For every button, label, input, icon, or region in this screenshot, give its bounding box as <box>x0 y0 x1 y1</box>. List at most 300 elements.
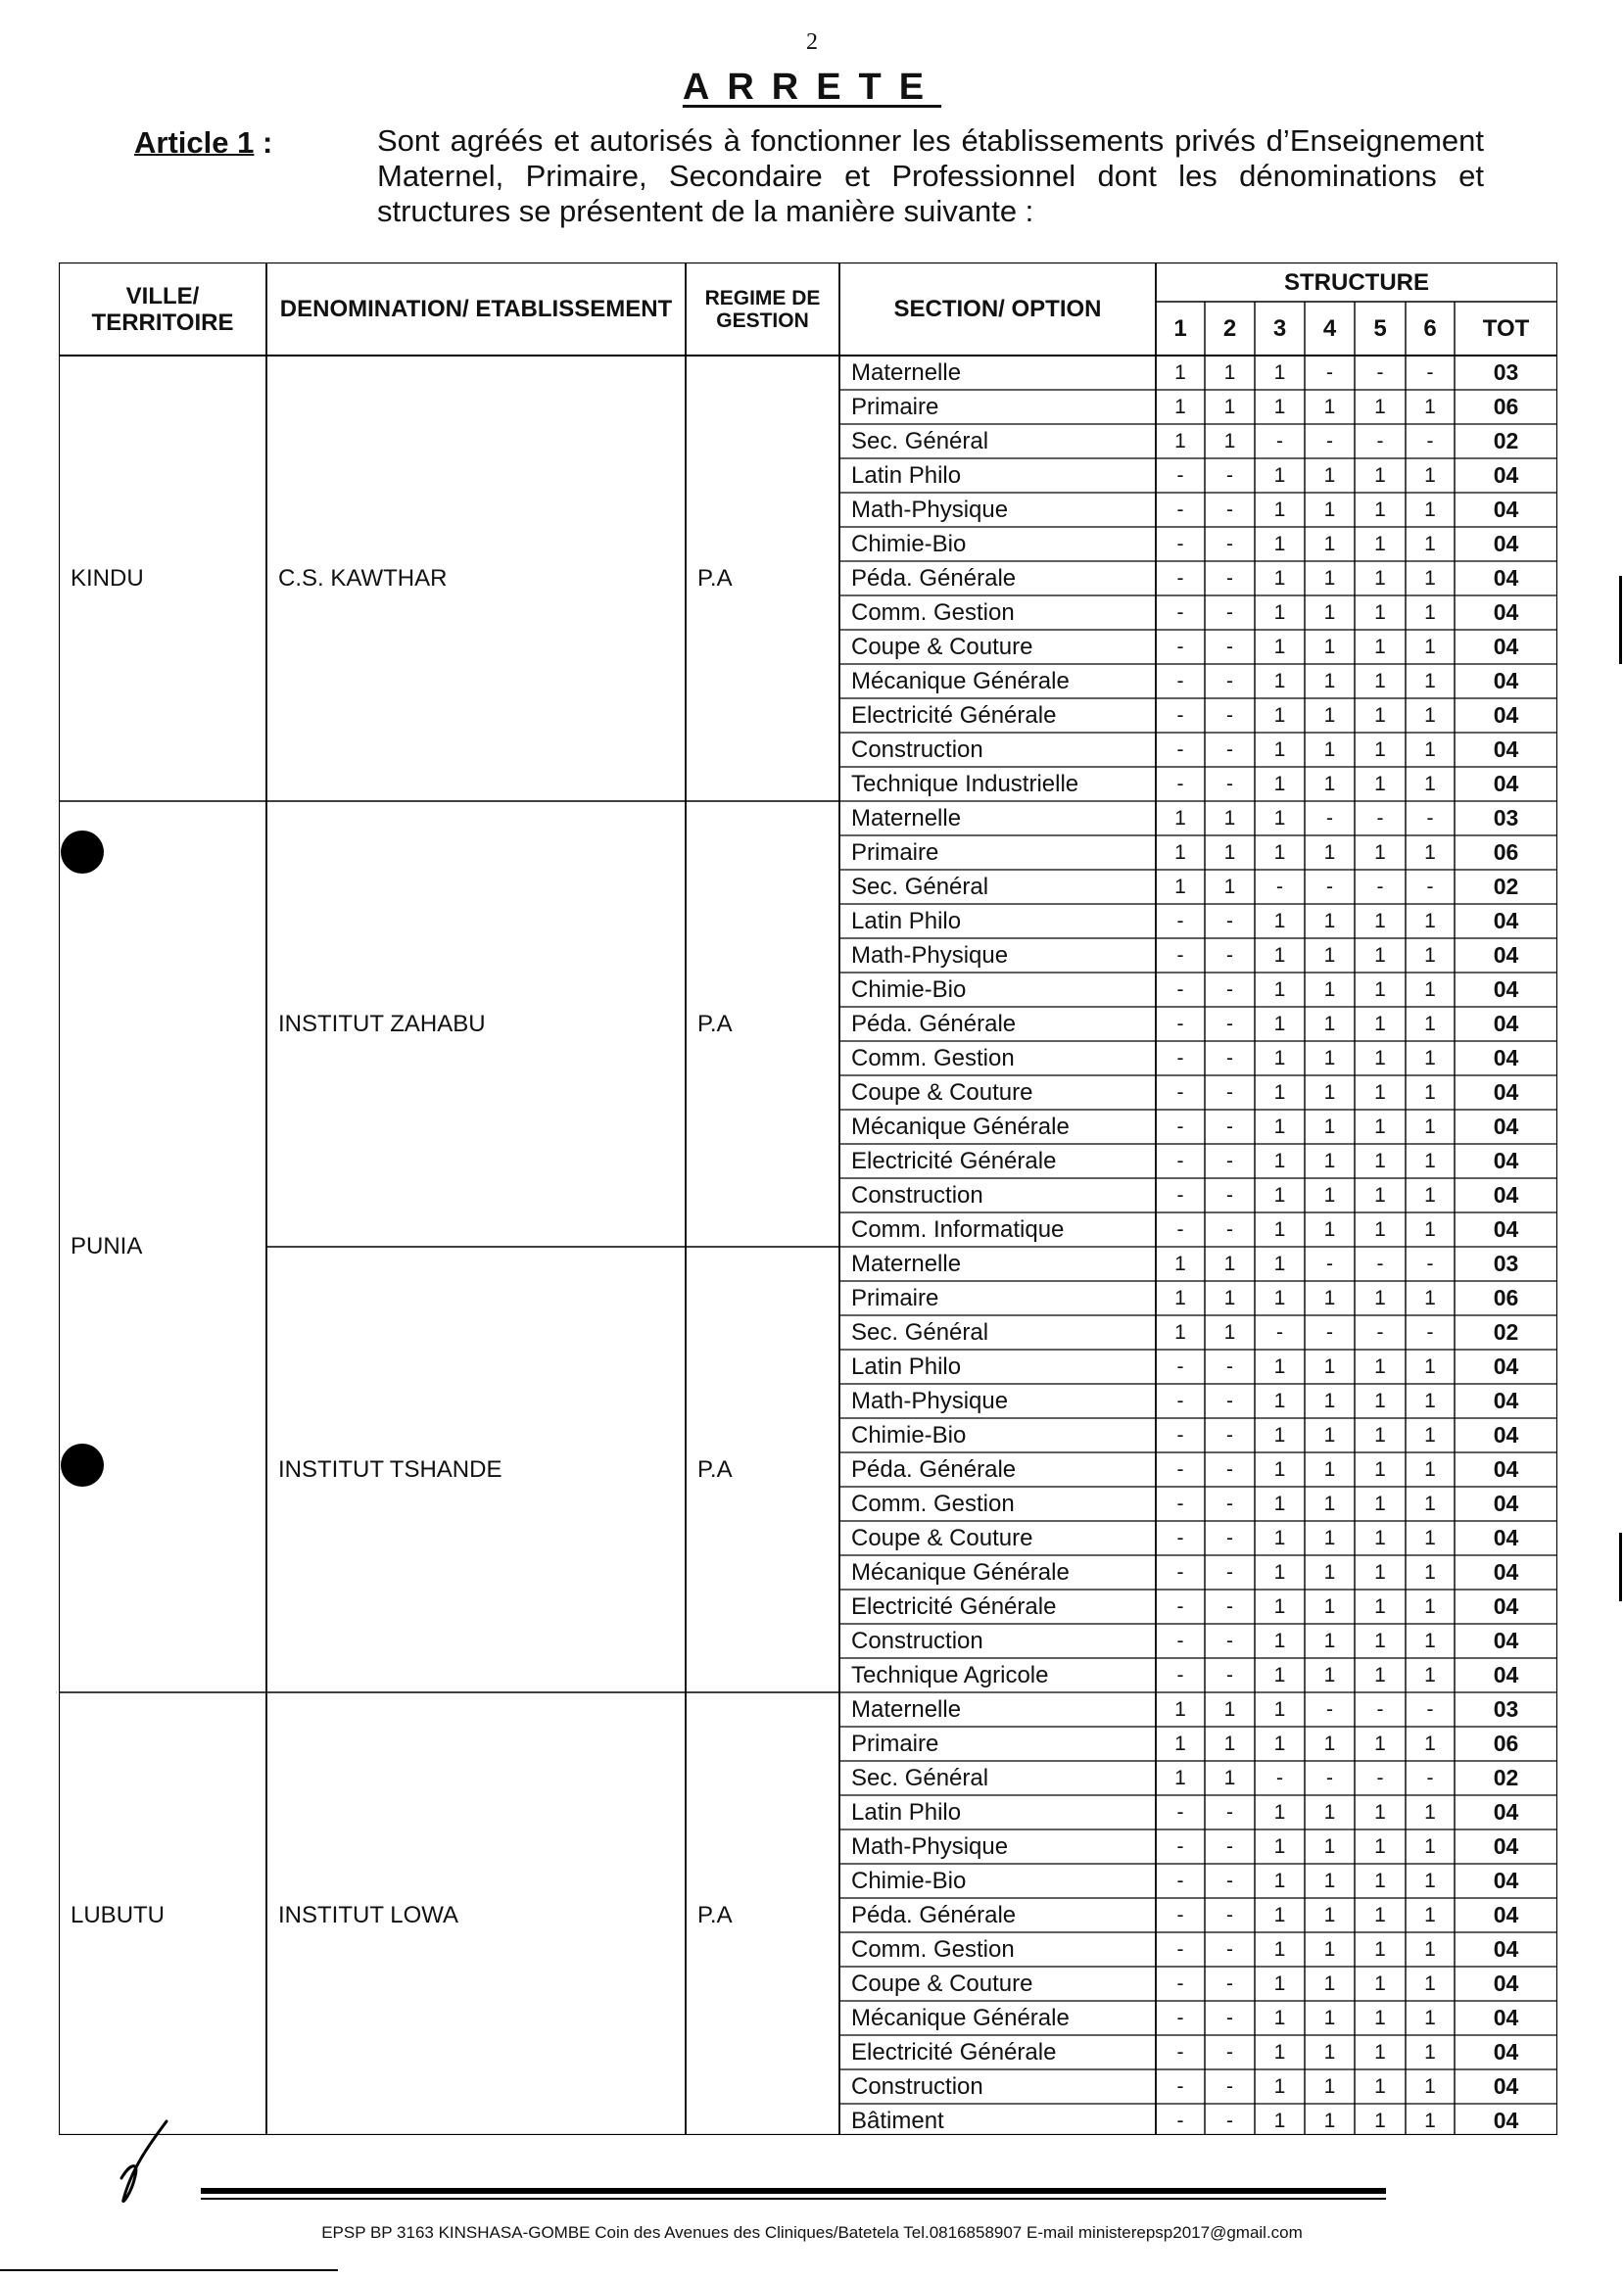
structure-cell: 1 <box>1374 737 1386 761</box>
structure-cell: - <box>1326 806 1333 830</box>
structure-cell: 1 <box>1424 600 1436 624</box>
structure-cell: - <box>1226 1492 1233 1515</box>
structure-cell: 1 <box>1323 1800 1336 1824</box>
structure-cell: - <box>1226 669 1233 692</box>
header-class-5: 5 <box>1373 315 1387 342</box>
structure-cell: - <box>1326 875 1333 898</box>
structure-cell: 1 <box>1424 566 1436 590</box>
section-option: Coupe & Couture <box>851 1078 1033 1106</box>
section-option: Construction <box>851 1627 983 1654</box>
structure-cell: 1 <box>1223 395 1236 418</box>
structure-cell: 1 <box>1374 1903 1386 1926</box>
structure-cell: 1 <box>1424 1800 1436 1824</box>
structure-cell: 1 <box>1323 737 1336 761</box>
structure-cell: - <box>1226 1149 1233 1172</box>
structure-cell: 1 <box>1424 1046 1436 1069</box>
structure-total: 04 <box>1493 497 1519 522</box>
structure-cell: 1 <box>1273 840 1286 864</box>
structure-total: 04 <box>1493 1148 1519 1173</box>
structure-cell: 1 <box>1323 2109 1336 2132</box>
structure-cell: - <box>1226 1560 1233 1584</box>
structure-cell: 1 <box>1273 1560 1286 1584</box>
structure-cell: 1 <box>1424 737 1436 761</box>
structure-cell: 1 <box>1273 1800 1286 1824</box>
structure-cell: 1 <box>1424 669 1436 692</box>
structure-cell: 1 <box>1223 1286 1236 1309</box>
structure-cell: - <box>1176 1560 1184 1584</box>
section-option: Technique Agricole <box>851 1661 1049 1688</box>
structure-cell: - <box>1226 635 1233 658</box>
structure-cell: - <box>1176 737 1184 761</box>
structure-cell: - <box>1376 429 1384 452</box>
structure-cell: 1 <box>1424 1903 1436 1926</box>
structure-cell: - <box>1226 1389 1233 1412</box>
structure-cell: 1 <box>1424 1869 1436 1892</box>
structure-cell: 1 <box>1323 1629 1336 1652</box>
structure-cell: - <box>1176 1046 1184 1069</box>
structure-cell: 1 <box>1374 1217 1386 1241</box>
section-option: Primaire <box>851 838 939 866</box>
regime-gestion: P.A <box>697 1010 733 1037</box>
structure-cell: 1 <box>1323 1217 1336 1241</box>
ville-territoire: PUNIA <box>71 1233 143 1259</box>
section-option: Bâtiment <box>851 2107 944 2134</box>
section-option: Primaire <box>851 393 939 420</box>
structure-cell: 1 <box>1424 463 1436 487</box>
structure-cell: 1 <box>1174 395 1186 418</box>
structure-cell: 1 <box>1374 669 1386 692</box>
structure-cell: 1 <box>1323 1389 1336 1412</box>
structure-cell: 1 <box>1273 943 1286 967</box>
punch-hole-mark <box>61 831 104 874</box>
structure-total: 03 <box>1493 1696 1519 1722</box>
structure-cell: 1 <box>1374 2109 1386 2132</box>
ville-territoire: KINDU <box>71 564 144 592</box>
structure-cell: 1 <box>1323 669 1336 692</box>
structure-cell: 1 <box>1424 1389 1436 1412</box>
structure-cell: 1 <box>1323 463 1336 487</box>
structure-cell: 1 <box>1323 1492 1336 1515</box>
structure-cell: 1 <box>1424 1115 1436 1138</box>
structure-cell: - <box>1176 1834 1184 1858</box>
structure-cell: 1 <box>1273 1046 1286 1069</box>
section-option: Chimie-Bio <box>851 1421 967 1449</box>
structure-cell: 1 <box>1424 1354 1436 1378</box>
structure-cell: 1 <box>1273 772 1286 795</box>
article-colon: : <box>262 125 273 160</box>
scan-edge-mark <box>1619 1533 1622 1601</box>
section-option: Maternelle <box>851 1695 962 1723</box>
section-option: Coupe & Couture <box>851 633 1033 660</box>
structure-total: 03 <box>1493 359 1519 385</box>
structure-total: 04 <box>1493 1662 1519 1687</box>
structure-cell: 1 <box>1374 566 1386 590</box>
structure-cell: 1 <box>1374 1354 1386 1378</box>
structure-cell: 1 <box>1374 1080 1386 1104</box>
structure-cell: 1 <box>1273 909 1286 932</box>
structure-cell: - <box>1226 1869 1233 1892</box>
structure-cell: 1 <box>1174 1697 1186 1721</box>
structure-cell: - <box>1226 1834 1233 1858</box>
structure-cell: 1 <box>1223 1252 1236 1275</box>
structure-cell: 1 <box>1174 1286 1186 1309</box>
structure-cell: - <box>1226 703 1233 727</box>
structure-cell: - <box>1326 1766 1333 1789</box>
structure-cell: 1 <box>1374 1183 1386 1207</box>
structure-cell: - <box>1426 806 1434 830</box>
structure-cell: 1 <box>1273 1594 1286 1618</box>
structure-cell: - <box>1226 2109 1233 2132</box>
structure-cell: - <box>1226 498 1233 521</box>
structure-cell: 1 <box>1374 1732 1386 1755</box>
structure-cell: - <box>1426 429 1434 452</box>
structure-cell: - <box>1226 463 1233 487</box>
structure-cell: 1 <box>1223 429 1236 452</box>
structure-cell: - <box>1226 943 1233 967</box>
structure-cell: 1 <box>1273 532 1286 555</box>
section-option: Electricité Générale <box>851 1147 1057 1174</box>
structure-cell: - <box>1226 909 1233 932</box>
document-title <box>0 67 1624 109</box>
structure-cell: 1 <box>1273 566 1286 590</box>
structure-cell: 1 <box>1273 1423 1286 1447</box>
structure-cell: 1 <box>1323 566 1336 590</box>
structure-cell: - <box>1176 1354 1184 1378</box>
regime-gestion: P.A <box>697 564 733 592</box>
structure-cell: 1 <box>1223 1766 1236 1789</box>
structure-cell: - <box>1226 1594 1233 1618</box>
header-class-6: 6 <box>1423 315 1437 342</box>
structure-total: 04 <box>1493 1628 1519 1653</box>
structure-cell: 1 <box>1424 2074 1436 2098</box>
structure-cell: 1 <box>1424 1594 1436 1618</box>
structure-total: 04 <box>1493 1525 1519 1550</box>
structure-cell: - <box>1226 2040 1233 2064</box>
section-option: Construction <box>851 736 983 763</box>
structure-cell: 1 <box>1323 635 1336 658</box>
structure-cell: - <box>1376 806 1384 830</box>
structure-cell: 1 <box>1174 360 1186 384</box>
structure-cell: - <box>1376 1252 1384 1275</box>
structure-cell: 1 <box>1323 1834 1336 1858</box>
structure-cell: 1 <box>1273 1629 1286 1652</box>
footer-rule-thick <box>201 2188 1386 2194</box>
structure-cell: - <box>1226 1903 1233 1926</box>
title-text: ARRETE <box>682 67 942 108</box>
structure-cell: 1 <box>1223 840 1236 864</box>
structure-cell: 1 <box>1174 806 1186 830</box>
structure-cell: 1 <box>1273 1115 1286 1138</box>
structure-total: 02 <box>1493 1319 1519 1345</box>
structure-total: 03 <box>1493 1251 1519 1276</box>
structure-cell: - <box>1176 1389 1184 1412</box>
structure-total: 04 <box>1493 531 1519 556</box>
section-option: Comm. Gestion <box>851 1044 1015 1071</box>
structure-cell: 1 <box>1273 1903 1286 1926</box>
structure-cell: 1 <box>1273 2074 1286 2098</box>
structure-total: 04 <box>1493 1833 1519 1859</box>
section-option: Primaire <box>851 1284 939 1311</box>
signature-initial <box>110 2115 188 2209</box>
section-option: Comm. Gestion <box>851 1935 1015 1963</box>
structure-total: 04 <box>1493 668 1519 693</box>
structure-cell: 1 <box>1323 1457 1336 1481</box>
structure-total: 04 <box>1493 736 1519 762</box>
section-option: Electricité Générale <box>851 2038 1057 2066</box>
structure-cell: 1 <box>1174 1320 1186 1344</box>
structure-cell: 1 <box>1374 395 1386 418</box>
structure-cell: 1 <box>1323 909 1336 932</box>
structure-cell: 1 <box>1323 498 1336 521</box>
section-option: Péda. Générale <box>851 1901 1017 1928</box>
structure-total: 04 <box>1493 1011 1519 1036</box>
structure-cell: - <box>1176 1937 1184 1961</box>
etablissement-name: C.S. KAWTHAR <box>278 564 448 592</box>
structure-cell: 1 <box>1374 1389 1386 1412</box>
section-option: Péda. Générale <box>851 1010 1017 1037</box>
section-option: Comm. Gestion <box>851 1490 1015 1517</box>
structure-cell: 1 <box>1273 2006 1286 2029</box>
structure-cell: - <box>1176 1492 1184 1515</box>
structure-cell: 1 <box>1374 498 1386 521</box>
structure-cell: 1 <box>1424 1732 1436 1755</box>
structure-cell: 1 <box>1273 463 1286 487</box>
structure-cell: - <box>1426 360 1434 384</box>
structure-cell: 1 <box>1424 1492 1436 1515</box>
structure-cell: - <box>1326 360 1333 384</box>
structure-cell: - <box>1226 532 1233 555</box>
structure-cell: 1 <box>1323 1971 1336 1995</box>
structure-cell: 1 <box>1323 1732 1336 1755</box>
structure-total: 04 <box>1493 702 1519 728</box>
structure-cell: 1 <box>1323 2074 1336 2098</box>
structure-cell: - <box>1326 1252 1333 1275</box>
structure-cell: 1 <box>1323 2006 1336 2029</box>
structure-cell: 1 <box>1374 2074 1386 2098</box>
structure-cell: - <box>1226 1800 1233 1824</box>
structure-cell: 1 <box>1223 806 1236 830</box>
structure-cell: 1 <box>1374 943 1386 967</box>
structure-table <box>59 262 1557 2135</box>
structure-cell: 1 <box>1273 1492 1286 1515</box>
structure-cell: 1 <box>1273 977 1286 1001</box>
structure-cell: 1 <box>1323 1046 1336 1069</box>
structure-cell: - <box>1176 532 1184 555</box>
structure-cell: 1 <box>1323 1183 1336 1207</box>
section-option: Sec. Général <box>851 1764 989 1791</box>
structure-total: 04 <box>1493 2039 1519 2065</box>
structure-cell: 1 <box>1374 532 1386 555</box>
section-option: Technique Industrielle <box>851 770 1079 797</box>
structure-cell: 1 <box>1424 840 1436 864</box>
structure-total: 04 <box>1493 1422 1519 1448</box>
structure-cell: - <box>1176 772 1184 795</box>
structure-total: 04 <box>1493 1491 1519 1516</box>
structure-total: 04 <box>1493 1456 1519 1482</box>
etablissement-name: INSTITUT TSHANDE <box>278 1455 502 1483</box>
section-option: Math-Physique <box>851 941 1009 969</box>
structure-cell: 1 <box>1273 498 1286 521</box>
structure-cell: 1 <box>1273 2109 1286 2132</box>
structure-cell: 1 <box>1323 2040 1336 2064</box>
page-number: 2 <box>806 29 818 55</box>
structure-cell: 1 <box>1374 840 1386 864</box>
structure-cell: 1 <box>1424 1629 1436 1652</box>
structure-cell: 1 <box>1273 635 1286 658</box>
structure-cell: 1 <box>1273 395 1286 418</box>
structure-cell: - <box>1226 1080 1233 1104</box>
section-option: Math-Physique <box>851 496 1009 523</box>
section-option: Latin Philo <box>851 907 962 934</box>
structure-cell: 1 <box>1323 703 1336 727</box>
header-structure: STRUCTURE <box>1284 268 1429 296</box>
structure-cell: 1 <box>1273 600 1286 624</box>
structure-total: 04 <box>1493 942 1519 968</box>
structure-cell: 1 <box>1374 1526 1386 1549</box>
section-option: Maternelle <box>851 804 962 831</box>
structure-cell: - <box>1176 669 1184 692</box>
structure-cell: - <box>1176 1115 1184 1138</box>
section-option: Latin Philo <box>851 1798 962 1826</box>
structure-cell: 1 <box>1424 977 1436 1001</box>
structure-total: 04 <box>1493 1971 1519 1996</box>
structure-cell: - <box>1176 1594 1184 1618</box>
structure-cell: 1 <box>1273 1149 1286 1172</box>
structure-cell: 1 <box>1374 1663 1386 1686</box>
structure-cell: - <box>1326 1320 1333 1344</box>
structure-cell: 1 <box>1374 1834 1386 1858</box>
structure-total: 04 <box>1493 1216 1519 1242</box>
structure-cell: 1 <box>1424 1080 1436 1104</box>
structure-cell: - <box>1226 600 1233 624</box>
structure-cell: - <box>1226 1423 1233 1447</box>
section-option: Latin Philo <box>851 461 962 489</box>
etablissement-name: INSTITUT LOWA <box>278 1901 459 1928</box>
section-option: Mécanique Générale <box>851 667 1070 694</box>
structure-total: 04 <box>1493 2073 1519 2099</box>
structure-cell: - <box>1176 943 1184 967</box>
section-option: Electricité Générale <box>851 1592 1057 1620</box>
structure-cell: 1 <box>1374 1937 1386 1961</box>
structure-cell: 1 <box>1374 1629 1386 1652</box>
structure-total: 04 <box>1493 771 1519 796</box>
structure-cell: - <box>1226 977 1233 1001</box>
structure-cell: - <box>1176 2074 1184 2098</box>
structure-cell: - <box>1176 1629 1184 1652</box>
structure-cell: - <box>1176 566 1184 590</box>
structure-cell: 1 <box>1374 703 1386 727</box>
structure-cell: - <box>1176 1663 1184 1686</box>
structure-cell: 1 <box>1174 1766 1186 1789</box>
structure-cell: 1 <box>1273 669 1286 692</box>
structure-cell: 1 <box>1424 1012 1436 1035</box>
structure-cell: 1 <box>1273 1183 1286 1207</box>
structure-cell: 1 <box>1273 737 1286 761</box>
structure-cell: - <box>1176 909 1184 932</box>
structure-cell: 1 <box>1323 1149 1336 1172</box>
structure-cell: - <box>1226 1937 1233 1961</box>
structure-cell: 1 <box>1273 806 1286 830</box>
structure-cell: 1 <box>1273 1389 1286 1412</box>
structure-cell: 1 <box>1424 1457 1436 1481</box>
section-option: Comm. Gestion <box>851 598 1015 626</box>
structure-cell: 1 <box>1273 1080 1286 1104</box>
footer-rule-thin <box>201 2198 1386 2200</box>
header-ville: VILLE/ TERRITOIRE <box>91 282 234 336</box>
structure-cell: 1 <box>1424 1560 1436 1584</box>
structure-cell: 1 <box>1223 1697 1236 1721</box>
section-option: Construction <box>851 2072 983 2100</box>
structure-cell: - <box>1276 1766 1283 1789</box>
structure-cell: - <box>1376 360 1384 384</box>
structure-cell: 1 <box>1273 1286 1286 1309</box>
structure-cell: - <box>1226 1971 1233 1995</box>
structure-cell: - <box>1376 1320 1384 1344</box>
section-option: Chimie-Bio <box>851 1867 967 1894</box>
structure-cell: 1 <box>1273 1697 1286 1721</box>
structure-cell: - <box>1426 1766 1434 1789</box>
structure-cell: - <box>1226 1354 1233 1378</box>
structure-total: 06 <box>1493 1731 1519 1756</box>
structure-cell: 1 <box>1424 1286 1436 1309</box>
structure-cell: 1 <box>1424 635 1436 658</box>
structure-cell: 1 <box>1374 2040 1386 2064</box>
article-label <box>134 125 272 161</box>
structure-cell: - <box>1176 498 1184 521</box>
structure-total: 06 <box>1493 1285 1519 1310</box>
footer-address: EPSP BP 3163 KINSHASA-GOMBE Coin des Avenues des Cliniques/Batetela Tel.0816858907 E-mail ministerepsp2017@gmail.com <box>321 2223 1303 2242</box>
structure-total: 04 <box>1493 462 1519 488</box>
structure-total: 04 <box>1493 1114 1519 1139</box>
structure-cell: - <box>1176 600 1184 624</box>
structure-cell: 1 <box>1323 840 1336 864</box>
section-option: Chimie-Bio <box>851 975 967 1003</box>
structure-cell: - <box>1176 463 1184 487</box>
structure-total: 04 <box>1493 1868 1519 1893</box>
structure-cell: - <box>1376 875 1384 898</box>
structure-cell: 1 <box>1374 463 1386 487</box>
structure-cell: 1 <box>1424 772 1436 795</box>
section-option: Comm. Informatique <box>851 1215 1065 1243</box>
header-class-4: 4 <box>1322 315 1337 342</box>
structure-total: 04 <box>1493 1045 1519 1070</box>
structure-cell: 1 <box>1323 395 1336 418</box>
structure-cell: 1 <box>1323 1560 1336 1584</box>
structure-cell: 1 <box>1174 1252 1186 1275</box>
regime-gestion: P.A <box>697 1901 733 1928</box>
structure-cell: 1 <box>1374 1560 1386 1584</box>
scan-edge-mark <box>1619 576 1622 664</box>
structure-cell: 1 <box>1424 2109 1436 2132</box>
structure-cell: - <box>1226 737 1233 761</box>
structure-cell: 1 <box>1374 772 1386 795</box>
section-option: Péda. Générale <box>851 564 1017 592</box>
structure-total: 04 <box>1493 1079 1519 1105</box>
section-option: Primaire <box>851 1730 939 1757</box>
structure-cell: 1 <box>1424 1217 1436 1241</box>
structure-cell: 1 <box>1424 1423 1436 1447</box>
structure-cell: 1 <box>1374 977 1386 1001</box>
structure-cell: - <box>1176 1183 1184 1207</box>
structure-cell: 1 <box>1323 1663 1336 1686</box>
structure-cell: - <box>1376 1766 1384 1789</box>
structure-total: 02 <box>1493 428 1519 453</box>
structure-cell: - <box>1376 1697 1384 1721</box>
section-option: Electricité Générale <box>851 701 1057 729</box>
structure-cell: - <box>1226 1115 1233 1138</box>
structure-cell: 1 <box>1323 977 1336 1001</box>
structure-cell: 1 <box>1223 875 1236 898</box>
